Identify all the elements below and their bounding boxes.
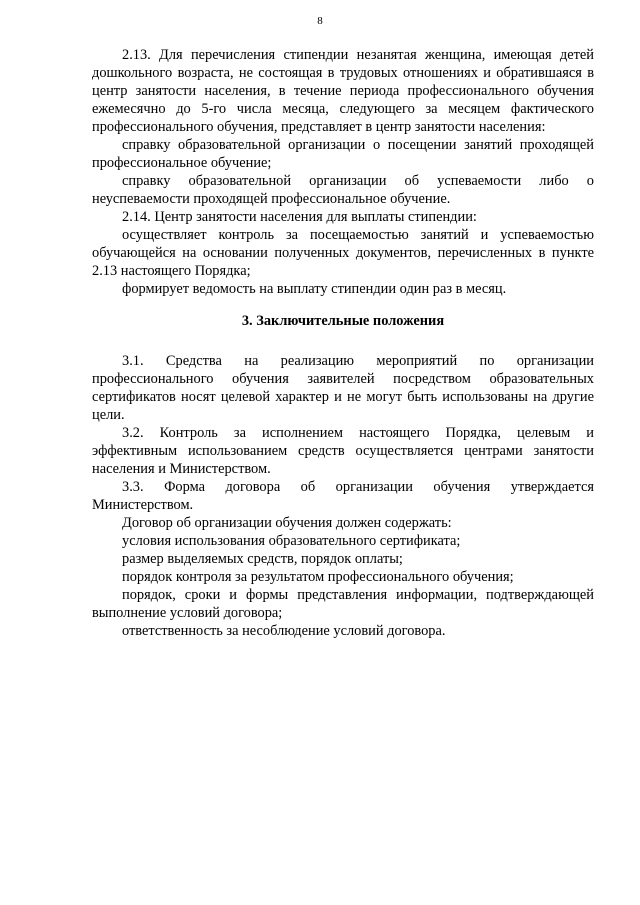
paragraph-performance-certificate: справку образовательной организации об успеваемости либо о неуспеваемости проходящей профессиональное обучение. (92, 173, 594, 207)
paragraph-3-2: 3.2. Контроль за исполнением настоящего Порядка, целевым и эффективным использованием средств осуществляется центрами занятости населения и Министерством. (92, 425, 594, 477)
paragraph-2-14: 2.14. Центр занятости населения для выплаты стипендии: (122, 209, 477, 225)
paragraph-2-13: 2.13. Для перечисления стипендии незанятая женщина, имеющая детей дошкольного возраста, не состоящая в трудовых отношениях и обратившаяся в центр занятости населения, в течение периода профессионального обучения ежемесячно до 5-го числа месяца, следующего за месяцем фактического профессионального обучения, представляет в центр занятости населения: (92, 47, 594, 135)
list-item-reporting: порядок, сроки и формы представления информации, подтверждающей выполнение условий договора; (92, 587, 594, 621)
paragraph-3-1: 3.1. Средства на реализацию мероприятий по организации профессионального обучения заявителей посредством образовательных сертификатов носят целевой характер и не могут быть использованы на другие цели. (92, 353, 594, 423)
section-heading: 3. Заключительные положения (241, 313, 445, 329)
paragraph-3-3: 3.3. Форма договора об организации обучения утверждается Министерством. (92, 479, 594, 513)
paragraph-contract-contents: Договор об организации обучения должен содержать: (122, 515, 452, 531)
document-body (92, 46, 594, 640)
list-item-funds-payment: размер выделяемых средств, порядок оплаты; (122, 551, 403, 567)
page-number: 8 (317, 15, 323, 27)
list-item-liability: ответственность за несоблюдение условий договора. (122, 623, 446, 639)
list-item-result-control: порядок контроля за результатом профессионального обучения; (122, 569, 514, 585)
paragraph-payment-statement: формирует ведомость на выплату стипендии один раз в месяц. (122, 281, 507, 297)
list-item-certificate-terms: условия использования образовательного сертификата; (122, 533, 461, 549)
paragraph-attendance-control: осуществляет контроль за посещаемостью занятий и успеваемостью обучающейся на основании полученных документов, перечисленных в пункте 2.13 настоящего Порядка; (92, 227, 594, 279)
paragraph-attendance-certificate: справку образовательной организации о посещении занятий проходящей профессиональное обучение; (92, 137, 594, 171)
